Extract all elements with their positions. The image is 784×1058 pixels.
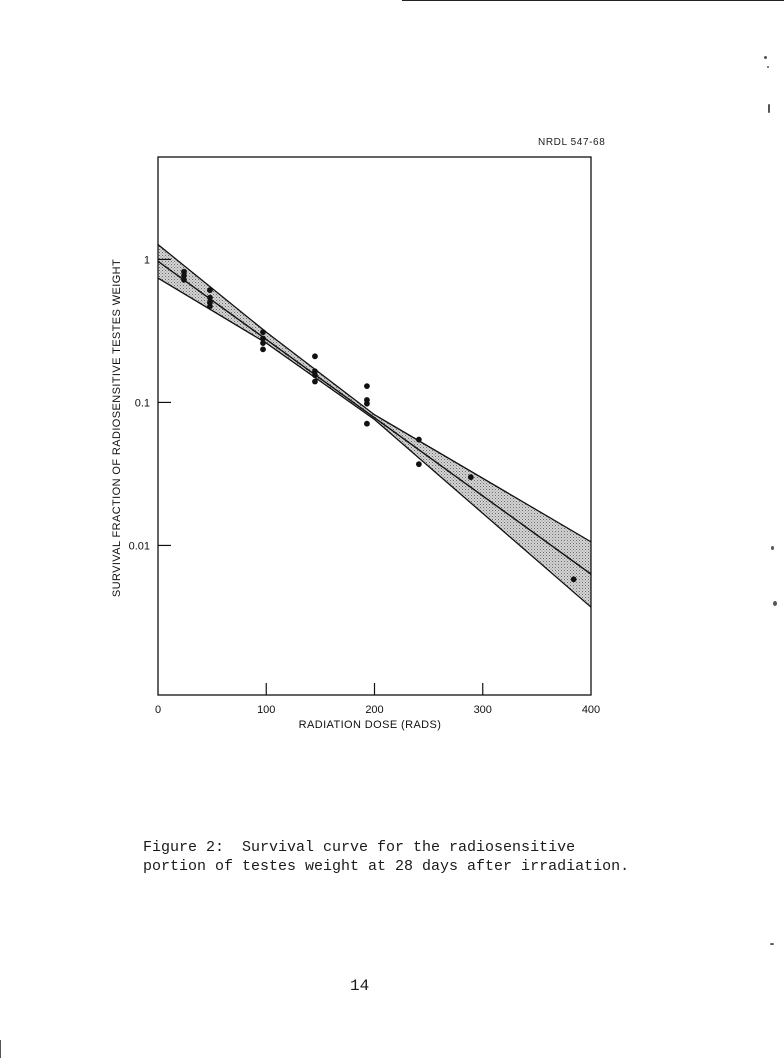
data-point xyxy=(364,383,370,389)
data-point xyxy=(416,461,422,467)
plot-frame xyxy=(158,157,591,695)
y-tick-label: 0.01 xyxy=(128,540,150,553)
x-tick-label: 400 xyxy=(581,704,601,716)
caption-line-2: portion of testes weight at 28 days after irradiation. xyxy=(143,858,630,875)
y-axis-label: SURVIVAL FRACTION OF RADIOSENSITIVE TESTES WEIGHT xyxy=(111,258,123,598)
scan-speck xyxy=(771,546,774,550)
data-point xyxy=(468,474,474,480)
x-axis-label: RADIATION DOSE (RADS) xyxy=(298,719,442,731)
x-tick-label: 100 xyxy=(257,704,276,716)
x-tick-label: 200 xyxy=(365,704,384,716)
data-point xyxy=(571,576,577,582)
upper-confidence-line xyxy=(158,245,591,542)
data-point xyxy=(312,379,318,385)
data-point xyxy=(312,353,318,359)
data-point xyxy=(207,303,213,309)
scan-speck xyxy=(770,943,774,945)
data-point xyxy=(207,287,213,293)
data-point xyxy=(181,277,187,283)
data-point xyxy=(260,329,266,335)
caption-line-1: Figure 2: Survival curve for the radiosensitive xyxy=(143,839,576,856)
confidence-band xyxy=(158,245,591,608)
data-point xyxy=(416,437,422,443)
x-tick-label: 300 xyxy=(473,704,492,716)
scan-speck xyxy=(768,104,770,113)
y-tick-label: 1 xyxy=(143,254,150,267)
lower-confidence-line xyxy=(158,278,591,607)
page-number: 14 xyxy=(350,977,370,995)
scan-speck xyxy=(767,66,769,68)
data-point xyxy=(260,340,266,346)
scan-speck xyxy=(773,601,777,606)
data-point xyxy=(364,421,370,427)
data-point xyxy=(364,401,370,407)
y-tick-label: 0.1 xyxy=(134,397,150,410)
scan-speck xyxy=(0,1040,1,1058)
x-tick-label: 0 xyxy=(154,704,162,716)
fit-line xyxy=(158,261,591,574)
figure-caption xyxy=(143,838,629,876)
report-id: NRDL 547-68 xyxy=(538,137,606,148)
data-point xyxy=(260,346,266,352)
data-point xyxy=(312,372,318,378)
scan-speck xyxy=(764,56,767,59)
